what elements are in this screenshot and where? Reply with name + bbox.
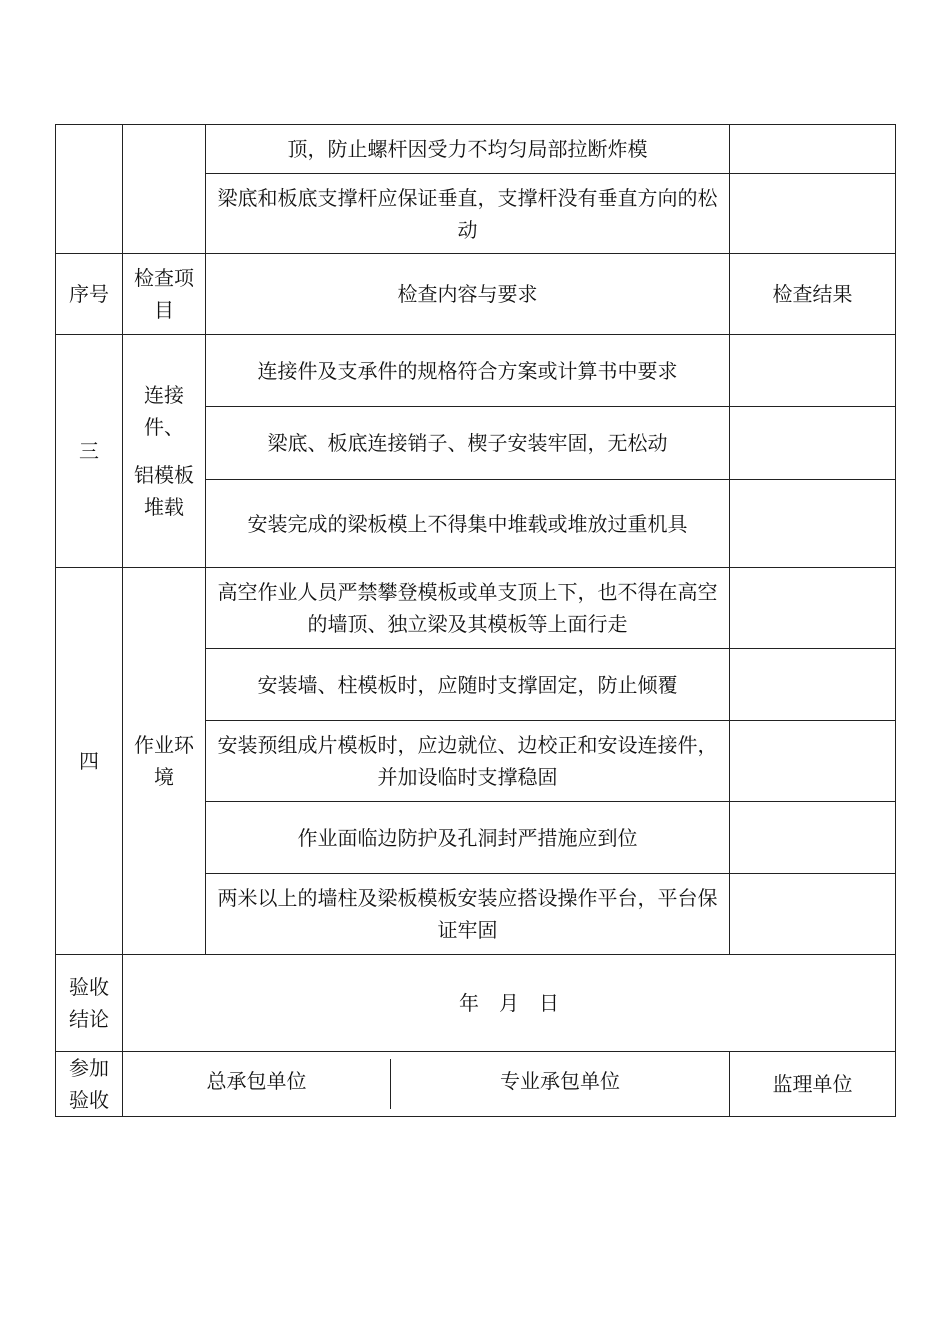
section-item [123, 335, 206, 568]
content-cell: 安装墙、柱模板时，应随时支撑固定，防止倾覆 [206, 649, 730, 721]
header-content: 检查内容与要求 [206, 254, 730, 335]
result-cell[interactable] [730, 174, 896, 254]
specialty-contractor[interactable]: 专业承包单位 [500, 1069, 620, 1093]
result-cell[interactable] [730, 721, 896, 802]
conclusion-label: 验收结论 [56, 955, 123, 1052]
content-cell: 梁底和板底支撑杆应保证垂直，支撑杆没有垂直方向的松动 [206, 174, 730, 254]
content-cell: 高空作业人员严禁攀登模板或单支顶上下，也不得在高空的墙顶、独立梁及其模板等上面行走 [206, 568, 730, 649]
table-row [56, 335, 896, 407]
seq-cell-empty [56, 125, 123, 254]
table-row [56, 125, 896, 174]
result-cell[interactable] [730, 649, 896, 721]
participants-label: 参加验收 [56, 1052, 123, 1117]
result-cell[interactable] [730, 407, 896, 480]
item-cell-empty [123, 125, 206, 254]
content-cell: 顶，防止螺杆因受力不均匀局部拉断炸模 [206, 125, 730, 174]
signature-group [123, 1052, 730, 1117]
result-cell[interactable] [730, 125, 896, 174]
supervision-unit[interactable]: 监理单位 [730, 1052, 896, 1117]
table-row [56, 568, 896, 649]
content-cell: 安装预组成片模板时，应边就位、边校正和安设连接件，并加设临时支撑稳固 [206, 721, 730, 802]
conclusion-row [56, 955, 896, 1052]
signature-split [123, 1059, 729, 1109]
result-cell[interactable] [730, 568, 896, 649]
content-cell: 梁底、板底连接销子、楔子安装牢固，无松动 [206, 407, 730, 480]
content-cell: 安装完成的梁板模上不得集中堆载或堆放过重机具 [206, 480, 730, 568]
result-cell[interactable] [730, 335, 896, 407]
content-cell: 连接件及支承件的规格符合方案或计算书中要求 [206, 335, 730, 407]
content-cell: 作业面临边防护及孔洞封严措施应到位 [206, 802, 730, 874]
general-contractor[interactable]: 总承包单位 [123, 1059, 391, 1109]
item-spacer [129, 443, 199, 459]
section-seq: 三 [56, 335, 123, 568]
content-cell: 两米以上的墙柱及梁板模板安装应搭设操作平台，平台保证牢固 [206, 874, 730, 955]
header-item: 检查项目 [123, 254, 206, 335]
result-cell[interactable] [730, 874, 896, 955]
header-seq: 序号 [56, 254, 123, 335]
participants-row [56, 1052, 896, 1117]
header-row [56, 254, 896, 335]
inspection-table [55, 124, 896, 1117]
conclusion-date[interactable]: 年 月 日 [123, 955, 896, 1052]
section-item-line: 连接件、 [144, 383, 184, 439]
result-cell[interactable] [730, 802, 896, 874]
result-cell[interactable] [730, 480, 896, 568]
section-seq: 四 [56, 568, 123, 955]
section-item: 作业环境 [123, 568, 206, 955]
header-result: 检查结果 [730, 254, 896, 335]
section-item-line: 铝模板堆载 [134, 463, 194, 519]
